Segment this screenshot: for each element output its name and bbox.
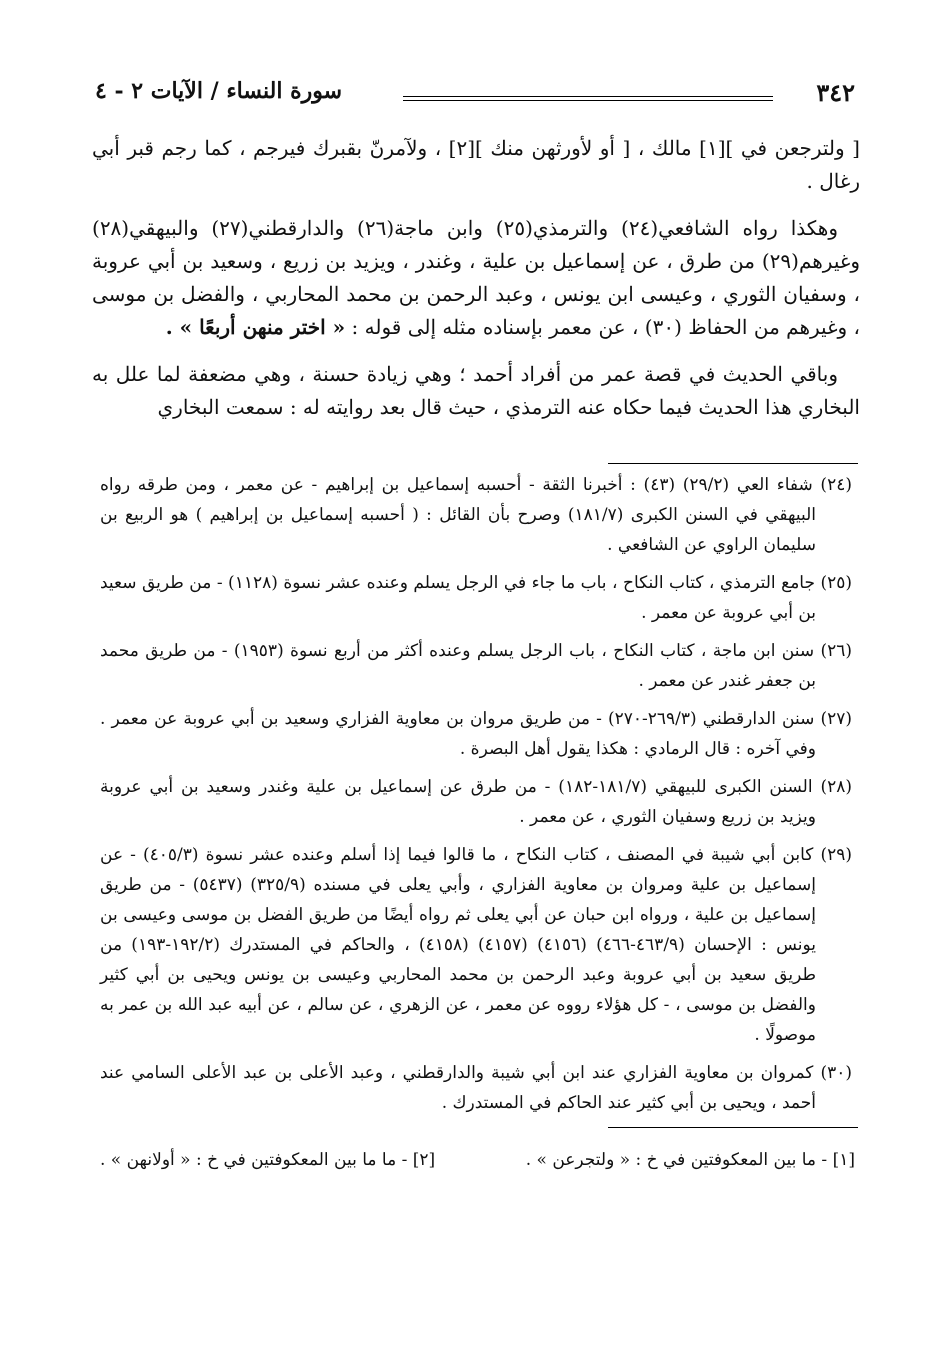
running-title: سورة النساء / الآيات ٢ - ٤: [95, 78, 343, 104]
footnote-29: (٢٩) كابن أبي شيبة في المصنف ، كتاب النكاح ، ما قالوا فيما إذا أسلم وعنده عشر نسوة (٤٠٥/٣) - عن إسماعيل بن علية ومروان بن معاوية الفزاري ، وأبي يعلى في مسنده (٣٢٥/٩) (٥٤٣٧) - من طريق إسماعيل بن علية ، ورواه ابن حبان عن أبي يعلى ثم رواه أيضًا من طريق الفضل بن موسى وعيسى بن يونس : الإحسان (٤٦٣/٩-٤٦٦) (٤١٥٦) (٤١٥٧) (٤١٥٨) ، والحاكم في المستدرك (١٩٢/٢-١٩٣) من طريق سعيد بن أبي عروبة وعبد الرحمن بن محمد المحاربي وعيسى بن يونس ويحيى بن أبي كثير والفضل بن موسى ، - كل هؤلاء رووه عن معمر ، عن الزهري ، عن سالم ، عن أبيه عبد الله بن عمر به موصولًا .: [100, 845, 852, 1045]
footnote-28: (٢٨) السنن الكبرى للبيهقي (١٨١/٧-١٨٢) - من طرق عن إسماعيل بن علية وغندر وسعيد بن أبي عروبة ويزيد بن زريع وسفيان الثوري ، عن معمر .: [100, 777, 852, 827]
footnote-25: (٢٥) جامع الترمذي ، كتاب النكاح ، باب ما جاء في الرجل يسلم وعنده عشر نسوة (١١٢٨) - من طريق سعيد بن أبي عروبة عن معمر .: [100, 573, 853, 623]
footnote-24: (٢٤) شفاء العي (٢٩/٢) (٤٣) : أخبرنا الثقة - أحسبه إسماعيل بن إبراهيم - عن معمر ، ومن طرقه رواه البيهقي في السنن الكبرى (١٨١/٧) وصرح بأن القائل : ( أحسبه إسماعيل بن إبراهيم ) هو الربيع بن سليمان الراوي عن الشافعي .: [100, 475, 852, 555]
paragraph-2-text: وهكذا رواه الشافعي(٢٤) والترمذي(٢٥) وابن ماجة(٢٦) والدارقطني(٢٧) والبيهقي(٢٨) وغيرهم(٢٩) من طرق ، عن إسماعيل بن علية ، وغندر ، ويزيد بن زريع ، وسعيد بن أبي عروبة ، وسفيان الثوري ، وعيسى ابن يونس ، وعبد الرحمن بن محمد المحاربي ، والفضل بن موسى ، وغيرهم من الحفاظ (٣٠) ، عن معمر بإسناده مثله إلى قوله :: [92, 216, 860, 339]
page-number: ٣٤٢: [816, 78, 855, 107]
paragraph-2: [92, 212, 860, 344]
footnote-26: (٢٦) سنن ابن ماجة ، كتاب النكاح ، باب الرجل يسلم وعنده أكثر من أربع نسوة (١٩٥٣) - من طريق محمد بن جعفر غندر عن معمر .: [100, 641, 852, 691]
paragraph-3: وباقي الحديث في قصة عمر من أفراد أحمد ؛ وهي زيادة حسنة ، وهي مضعفة لما علل به البخاري هذا الحديث فيما حكاه عنه الترمذي ، حيث قال بعد روايته له : سمعت البخاري: [92, 362, 860, 419]
page-header: [95, 78, 855, 112]
footnote-separator: [608, 463, 858, 464]
variant-note-2: [٢] - ما ما بين المعكوفتين في خ : « أولانهن » .: [100, 1150, 436, 1170]
main-text: [92, 132, 860, 438]
footnotes: [100, 470, 852, 1126]
bold-quote: « اختر منهن أربعًا » .: [165, 315, 346, 339]
paragraph-1: [ ولترجعن في ][١] مالك ، [ أو لأورثهن منك ][٢] ، ولآمرنّ بقبرك فيرجم ، كما رجم قبر أبي رغال .: [92, 136, 860, 193]
header-rule: [403, 96, 773, 101]
footnote-30: (٣٠) كمروان بن معاوية الفزاري عند ابن أبي شيبة والدارقطني ، وعبد الأعلى بن عبد الأعلى السامي عند أحمد ، ويحيى بن أبي كثير عند الحاكم في المستدرك .: [100, 1063, 852, 1113]
footnote-27: (٢٧) سنن الدارقطني (٢٦٩/٣-٢٧٠) - من طريق مروان بن معاوية الفزاري وسعيد بن أبي عروبة عن معمر . وفي آخره : قال الرمادي : هكذا يقول أهل البصرة .: [100, 709, 852, 759]
variant-separator: [608, 1127, 858, 1128]
variant-note-1: [١] - ما بين المعكوفتين في خ : « ولتجرعن » .: [525, 1150, 855, 1170]
